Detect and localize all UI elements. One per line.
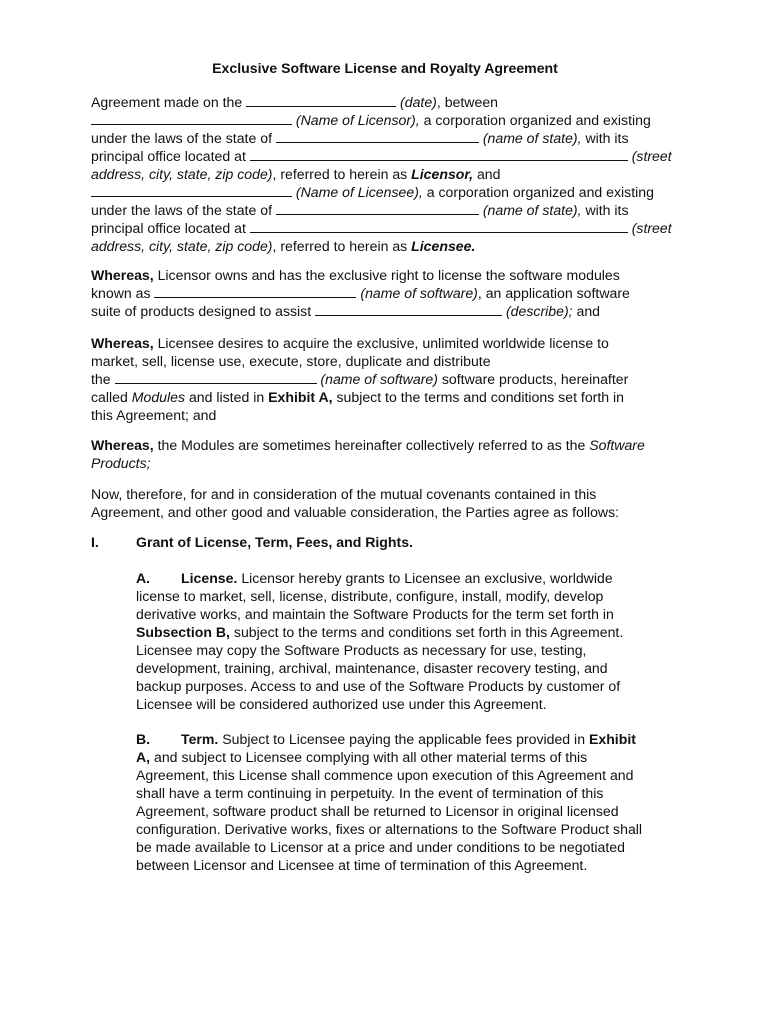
preamble-line: address, city, state, zip code), referred to herein as Licensee. (91, 238, 476, 254)
section-number: I. (91, 534, 99, 550)
preamble-line: under the laws of the state of (name of state), with its (91, 202, 629, 218)
subsection-b-label: B. (136, 731, 151, 747)
preamble-line: principal office located at (street (91, 148, 672, 164)
describe-blank[interactable] (315, 302, 502, 316)
whereas-paragraph-1: Whereas, Licensor owns and has the exclusive right to license the software modules known as (name of software), an application software suite of products designed to assist (describe); and (91, 267, 630, 319)
date-blank[interactable] (246, 93, 396, 107)
licensor-address-blank[interactable] (250, 147, 628, 161)
document-title: Exclusive Software License and Royalty Agreement (212, 60, 558, 76)
licensor-state-blank[interactable] (276, 129, 479, 143)
licensor-name-blank[interactable] (91, 111, 292, 125)
licensee-address-blank[interactable] (250, 219, 628, 233)
licensee-state-blank[interactable] (276, 201, 479, 215)
preamble-line: address, city, state, zip code), referred to herein as Licensor, and (91, 166, 501, 182)
software-name-blank[interactable] (154, 284, 356, 298)
preamble-line: (Name of Licensor), a corporation organized and existing (91, 111, 691, 129)
preamble-line: principal office located at (street (91, 220, 672, 236)
preamble-line: under the laws of the state of (name of state), with its (91, 130, 629, 146)
preamble-line: (Name of Licensee), a corporation organized and existing (91, 183, 691, 201)
section-title: Grant of License, Term, Fees, and Rights. (136, 534, 413, 550)
whereas-paragraph-3: Whereas, the Modules are sometimes hereinafter collectively referred to as the Software Products; (91, 437, 645, 471)
subsection-a: A. License. Licensor hereby grants to Licensee an exclusive, worldwide license to market, sell, license, distribute, configure, install, modify, develop derivative works, and maintain the Software Products for the term set forth in Subsection B, subject to the terms and conditions set forth in this Agreement. Licensee may copy the Software Products as necessary for use, testing, development, training, archival, maintenance, disaster recovery testing, and backup purposes. Access to and use of the Software Products by customer of Licensee will be considered authorized use under this Agreement. (136, 570, 624, 712)
now-therefore-paragraph: Now, therefore, for and in consideration of the mutual covenants contained in this Agreement, and other good and valuable consideration, the Parties agree as follows: (91, 486, 620, 520)
licensee-name-blank[interactable] (91, 183, 292, 197)
subsection-a-label: A. (136, 570, 151, 586)
whereas-paragraph-2: Whereas, Licensee desires to acquire the exclusive, unlimited worldwide license to market, sell, license use, execute, store, duplicate and distribute the (name of software) software products, hereinafter called Modules and listed in Exhibit A, subject to the terms and conditions set forth in this Agreement; and (91, 335, 629, 423)
preamble-paragraph (91, 93, 691, 255)
subsection-b: B. Term. Subject to Licensee paying the applicable fees provided in Exhibit A, and subject to Licensee complying with all other material terms of this Agreement, this License shall commence upon execution of this Agreement and shall have a term continuing in perpetuity. In the event of termination of this Agreement, software product shall be returned to Licensor in original licensed configuration. Derivative works, fixes or alternations to the Software Product shall be made available to Licensor at a price and under conditions to be negotiated between Licensor and Licensee at time of termination of this Agreement. (136, 731, 643, 873)
software-name-blank-2[interactable] (115, 370, 317, 384)
preamble-line: Agreement made on the (date), between (91, 94, 498, 110)
